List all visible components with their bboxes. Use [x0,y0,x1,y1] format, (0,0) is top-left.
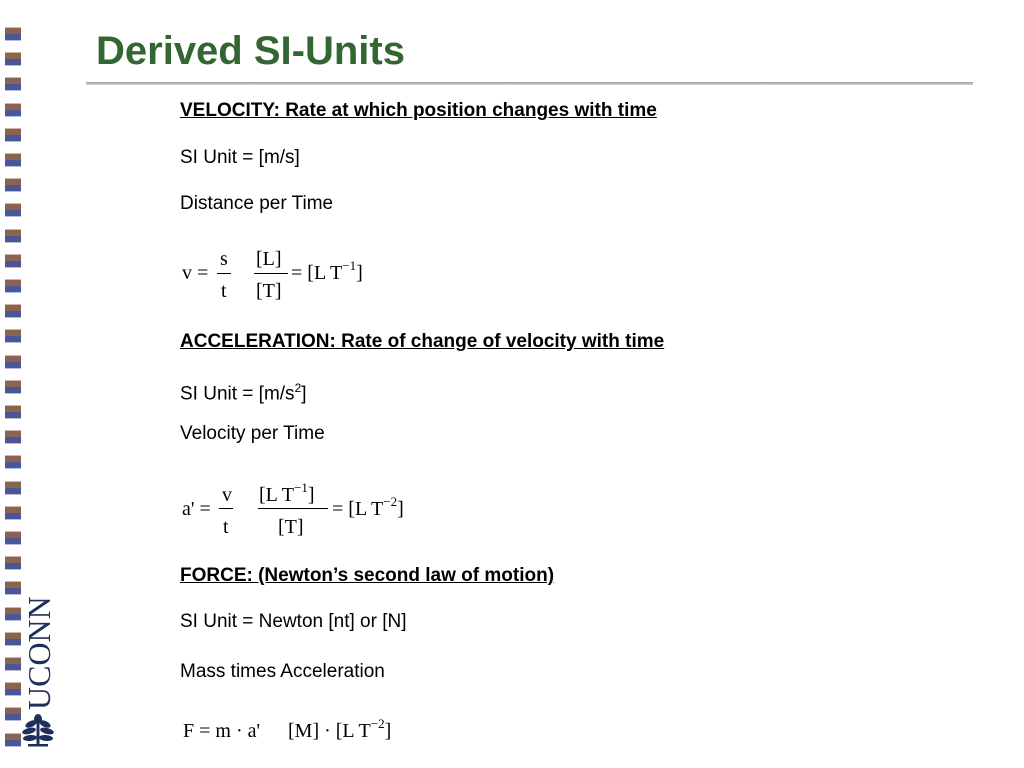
eq-lhs: v = [182,262,209,284]
stripe-block [5,77,21,91]
eq-rhs: = [L $T^{-2}$] [332,494,404,520]
stripe-block [5,203,21,217]
eq-numerator: s [220,248,228,270]
stripe-block [5,254,21,268]
stripe-block [5,304,21,318]
fraction-bar [217,273,231,274]
stripe-block [5,279,21,293]
stripe-block [5,178,21,192]
acceleration-si-unit: SI Unit = $[m/s^2]$ [180,381,307,405]
eq-denominator: [T] [256,280,282,302]
stripe-block [5,380,21,394]
stripe-block [5,27,21,41]
stripe-block [5,153,21,167]
eq-numerator: v [222,484,232,506]
stripe-block [5,355,21,369]
stripe-block [5,229,21,243]
force-heading: FORCE: (Newton’s second law of motion) [180,565,555,586]
eq-denominator: [T] [278,516,304,538]
eq-numerator: [L] [256,248,282,270]
stripe-block [5,128,21,142]
velocity-heading: VELOCITY: Rate at which position changes with time [180,100,657,121]
acceleration-description: Velocity per Time [180,423,325,444]
uconn-logo [18,588,62,748]
stripe-block [5,506,21,520]
eq-denominator: t [221,280,227,302]
eq-rhs: [M] · [L $T^{-2}$] [288,716,392,742]
stripe-block [5,455,21,469]
eq-lhs: F = m · a' [183,720,261,742]
eq-rhs: = [L $T^{-1}$] [291,258,363,284]
stripe-block [5,556,21,570]
eq-denominator: t [223,516,229,538]
fraction-bar [254,273,288,274]
fraction-bar [219,508,233,509]
eq-numerator: [L $T^{-1}$] [259,480,315,506]
stripe-block [5,430,21,444]
velocity-description: Distance per Time [180,193,334,214]
title-divider [86,82,973,85]
stripe-block [5,103,21,117]
velocity-si-unit: SI Unit = [m/s] [180,147,300,168]
oak-leaf-icon [20,712,56,748]
stripe-block [5,52,21,66]
stripe-block [5,329,21,343]
acceleration-heading: ACCELERATION: Rate of change of velocity with time [180,331,665,352]
stripe-block [5,481,21,495]
stripe-block [5,531,21,545]
uconn-wordmark-text: UCONN [21,596,57,710]
stripe-block [5,405,21,419]
fraction-bar [258,508,328,509]
slide-title: Derived SI-Units [96,29,405,73]
force-si-unit: SI Unit = Newton [nt] or [N] [180,611,407,632]
eq-lhs: a' = [182,498,211,520]
force-description: Mass times Acceleration [180,661,385,682]
